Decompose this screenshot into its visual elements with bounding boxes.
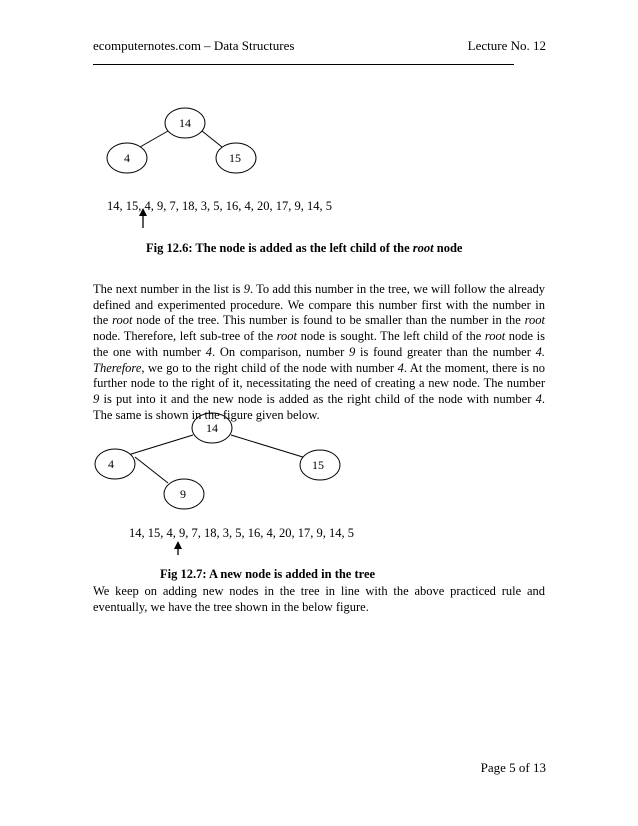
figure-caption-12-7: Fig 12.7: A new node is added in the tree bbox=[160, 567, 376, 581]
tree-node-14-b-label: 14 bbox=[206, 421, 218, 435]
page-header-right: Lecture No. 12 bbox=[467, 38, 546, 53]
page-header-left: ecomputernotes.com – Data Structures bbox=[93, 38, 295, 53]
edge-14-4 bbox=[140, 131, 168, 147]
edge-14-15-b bbox=[231, 435, 306, 458]
sequence-arrow-2 bbox=[174, 541, 182, 555]
edge-14-4-b bbox=[128, 435, 193, 455]
paragraph-1: The next number in the list is 9. To add this number in the tree, we will follow the already defined and experimented procedure. We compare this number first with the number in the root node of the tree. This number is found to be smaller than the number in the root node. Therefore, left sub-tree of the root node is sought. The left child of the root node is the one with number 4. On comparison, number 9 is found greater than the number 4. Therefore, we go to the right child of the node with number 4. At the moment, there is no further node to the right of it, necessitating the need of creating a new node. The number 9 is put into it and the new node is added as the right child of the node with number 4. The same is shown in the figure given below. bbox=[93, 282, 545, 422]
edge-4-9 bbox=[135, 457, 168, 483]
tree-node-4-label: 4 bbox=[124, 151, 130, 165]
number-sequence-2: 14, 15, 4, 9, 7, 18, 3, 5, 16, 4, 20, 17, 9, 14, 5 bbox=[129, 526, 354, 540]
tree-node-15-label: 15 bbox=[229, 151, 241, 165]
figure-caption-12-6: Fig 12.6: The node is added as the left child of the root node bbox=[146, 241, 463, 255]
tree-node-14-label: 14 bbox=[179, 116, 191, 130]
paragraph-2: We keep on adding new nodes in the tree in line with the above practiced rule and eventually, we have the tree shown in the below figure. bbox=[93, 584, 545, 614]
tree-node-4-b bbox=[95, 449, 135, 479]
tree-node-4-b-label: 4 bbox=[108, 457, 114, 471]
edge-14-15 bbox=[202, 131, 222, 147]
page-number: Page 5 of 13 bbox=[480, 760, 546, 775]
tree-node-15-b-label: 15 bbox=[312, 458, 324, 472]
number-sequence-1: 14, 15, 4, 9, 7, 18, 3, 5, 16, 4, 20, 17, 9, 14, 5 bbox=[107, 199, 332, 213]
tree-node-9-label: 9 bbox=[180, 487, 186, 501]
